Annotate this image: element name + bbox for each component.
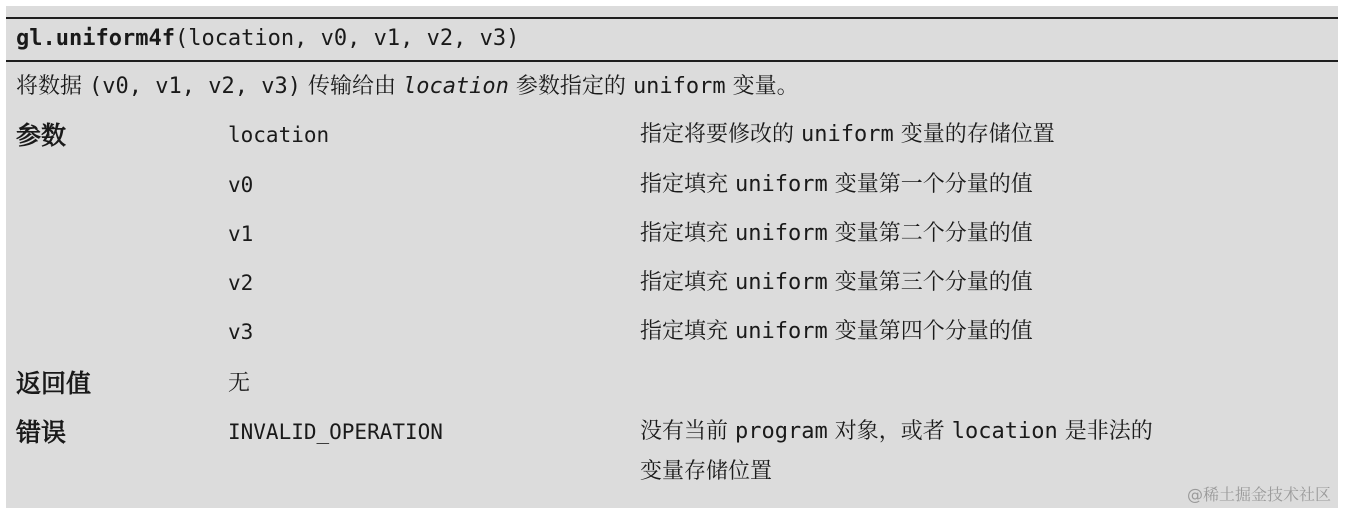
param-desc-keyword: uniform (735, 319, 828, 344)
error-desc-keyword: location (951, 419, 1058, 444)
error-description-line2: 变量存储位置 (640, 459, 773, 484)
param-name: v1 (228, 222, 254, 246)
top-rule (6, 17, 1338, 19)
param-description (640, 169, 1033, 201)
param-desc-text: 指定填充 (640, 172, 729, 197)
signature-rule (6, 60, 1338, 62)
param-desc-keyword: uniform (735, 221, 828, 246)
error-desc-text: 没有当前 (640, 419, 729, 444)
error-desc-text: 是非法的 (1064, 419, 1153, 444)
param-desc-text: 指定填充 (640, 319, 729, 344)
return-label: 返回值 (16, 369, 92, 398)
param-name: v3 (228, 320, 254, 344)
param-desc-text: 变量第二个分量的值 (834, 221, 1033, 246)
params-label: 参数 (16, 121, 67, 150)
param-name: v0 (228, 173, 254, 197)
param-description (640, 316, 1033, 348)
desc-keyword: uniform (632, 74, 726, 99)
param-description (640, 267, 1033, 299)
param-desc-text: 变量第四个分量的值 (834, 319, 1033, 344)
desc-param: location (402, 74, 509, 99)
param-description (640, 119, 1055, 151)
function-name: gl.uniform4f (16, 26, 175, 51)
param-desc-keyword: uniform (735, 172, 828, 197)
desc-text: 变量。 (732, 74, 799, 99)
return-value: 无 (228, 371, 251, 396)
function-description (16, 72, 799, 102)
function-arguments: (location, v0, v1, v2, v3) (174, 26, 520, 51)
desc-text: 传输给由 (307, 74, 396, 99)
param-desc-text: 变量第一个分量的值 (834, 172, 1033, 197)
param-desc-text: 指定填充 (640, 221, 729, 246)
param-desc-keyword: uniform (801, 122, 894, 147)
error-desc-keyword: program (735, 419, 828, 444)
error-description-line1 (640, 416, 1153, 448)
param-name: location (228, 123, 330, 147)
param-description (640, 218, 1033, 250)
error-code: INVALID_OPERATION (228, 420, 443, 444)
desc-text: 参数指定的 (515, 74, 626, 99)
param-desc-keyword: uniform (735, 270, 828, 295)
param-desc-text: 指定将要修改的 (640, 122, 795, 147)
param-name: v2 (228, 271, 254, 295)
error-label: 错误 (16, 418, 67, 447)
function-signature (16, 25, 519, 53)
param-desc-text: 指定填充 (640, 270, 729, 295)
watermark: @稀土掘金技术社区 (1186, 485, 1331, 504)
param-desc-text: 变量的存储位置 (900, 122, 1055, 147)
param-desc-text: 变量第三个分量的值 (834, 270, 1033, 295)
desc-text: 将数据 (16, 74, 83, 99)
error-desc-text: 对象，或者 (834, 419, 945, 444)
desc-values: (v0, v1, v2, v3) (89, 74, 301, 99)
